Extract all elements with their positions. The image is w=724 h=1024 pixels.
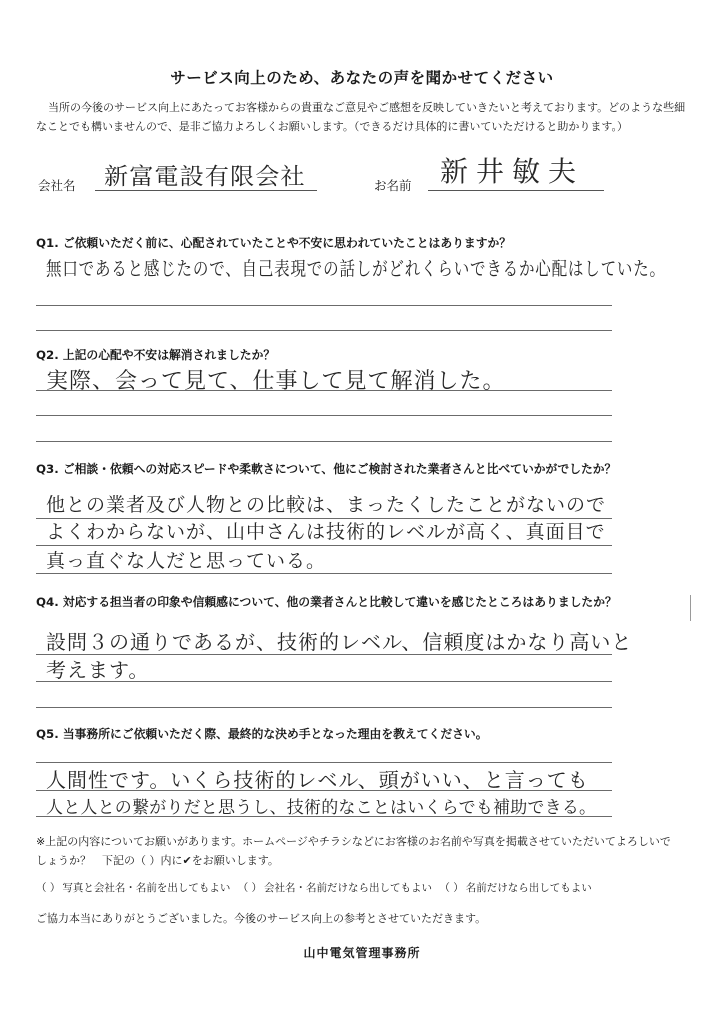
q4-answer-line-1: 設問３の通りであるが、技術的レベル、信頼度はかなり高いと	[46, 630, 633, 654]
intro-text: 当所の今後のサービス向上にあたってお客様からの貴重なご意見やご感想を反映していきたいと考えております。どのような些細なことでも構いませんので、是非ご協力よろしくお願いします。（できるだけ具体的に書いていただけると助かります。）	[36, 101, 686, 133]
name-label: お名前	[374, 178, 412, 193]
option-checkbox[interactable]: （ ）	[36, 882, 61, 894]
q5-answer-line-2: 人と人との繋がりだと思うし、技術的なことはいくらでも補助できる。	[46, 798, 597, 818]
form-title: サービス向上のため、あなたの声を聞かせてください	[170, 69, 554, 87]
option-checkbox[interactable]: （ ）	[439, 882, 464, 894]
q3-question: Q3. ご相談・依頼への対応スピードや柔軟さについて、他にご検討された業者さんと比べていかがでしたか？	[36, 462, 617, 476]
answer-rule	[36, 390, 612, 391]
answer-rule	[36, 762, 612, 763]
q3-answer-line-2: よくわからないが、山中さんは技術的レベルが高く、真面目で	[46, 521, 606, 543]
q4-question: Q4. 対応する担当者の印象や信頼感について、他の業者さんと比較して違いを感じたところはありましたか？	[36, 595, 617, 609]
q1-question: Q1. ご依頼いただく前に、心配されていたことや不安に思われていたことはありますか？	[36, 236, 512, 250]
answer-rule	[36, 573, 612, 574]
option-name-only[interactable]	[439, 880, 593, 895]
answer-rule	[36, 330, 612, 331]
permission-note: ※上記の内容についてお願いがあります。ホームページやチラシなどにお客様のお名前や写真を掲載させていただいてよろしいでしょうか？ 下記の（ ）内に✔をお願いします。	[36, 835, 671, 867]
answer-rule	[36, 305, 612, 306]
office-name: 山中電気管理事務所	[303, 946, 421, 960]
thanks-text: ご協力本当にありがとうございました。今後のサービス向上の参考とさせていただきます。	[36, 912, 487, 925]
q2-answer-line-1: 実際、会って見て、仕事して見て解消した。	[46, 369, 506, 394]
q3-answer-line-1: 他との業者及び人物との比較は、まったくしたことがないので	[46, 494, 607, 516]
answer-rule	[36, 545, 612, 546]
answer-rule	[36, 518, 612, 519]
q1-answer-line-1: 無口であると感じたので、自己表現での話しがどれくらいできるか心配はしていた。	[46, 258, 666, 280]
answer-rule	[36, 707, 612, 708]
q4-answer-line-2: 考えます。	[46, 658, 150, 682]
stray-pen-mark	[690, 595, 691, 621]
answer-rule	[36, 441, 612, 442]
option-label: 写真と会社名・名前を出してもよい	[62, 882, 231, 894]
q5-question: Q5. 当事務所にご依頼いただく際、最終的な決め手となった理由を教えてください。	[36, 727, 488, 741]
company-underline	[95, 190, 317, 191]
option-photo-company-name[interactable]	[36, 880, 232, 895]
answer-rule	[36, 654, 612, 655]
option-checkbox[interactable]: （ ）	[237, 882, 263, 894]
company-value: 新富電設有限会社	[104, 164, 306, 190]
q3-answer-line-3: 真っ直ぐな人だと思っている。	[46, 550, 327, 572]
answer-rule	[36, 816, 612, 817]
answer-rule	[36, 790, 612, 791]
answer-rule	[36, 681, 612, 682]
name-underline	[428, 190, 604, 191]
option-label: 会社名・名前だけなら出してもよい	[264, 882, 433, 894]
option-label: 名前だけなら出してもよい	[465, 882, 592, 894]
q2-question: Q2. 上記の心配や不安は解消されましたか？	[36, 348, 276, 362]
answer-rule	[36, 415, 612, 416]
q5-answer-line-1: 人間性です。いくら技術的レベル、頭がいい、と言っても	[46, 768, 589, 792]
option-company-name[interactable]	[238, 880, 434, 895]
permission-options	[36, 880, 596, 895]
name-value: 新井敏夫	[440, 155, 585, 188]
company-label: 会社名	[38, 178, 76, 193]
